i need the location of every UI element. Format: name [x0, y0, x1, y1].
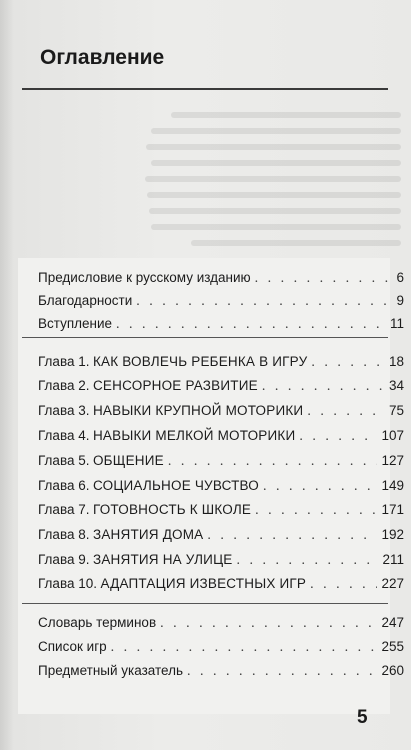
toc-entry-chapter-3[interactable]: [38, 403, 404, 420]
toc-entry-chapter-10[interactable]: [38, 576, 404, 593]
toc-entry-preface[interactable]: [38, 270, 404, 287]
leader-dots: [187, 664, 377, 680]
toc-entry-label: [38, 453, 164, 470]
leader-dots: [136, 294, 392, 310]
chapter-number: Глава 9.: [38, 552, 90, 567]
toc-entry-label: Словарь терминов: [38, 615, 157, 630]
toc-entry-label: [38, 576, 306, 593]
leader-dots: [262, 379, 385, 395]
toc-page-number: 9: [396, 293, 404, 308]
toc-entry-games-list[interactable]: [38, 639, 404, 656]
toc-entry-label: [38, 478, 259, 495]
toc-page-number: 227: [381, 576, 404, 591]
toc-entry-label: [38, 403, 303, 420]
chapter-title: НАВЫКИ КРУПНОЙ МОТОРИКИ: [92, 403, 304, 418]
page-number: 5: [357, 707, 368, 728]
chapter-title: НАВЫКИ МЕЛКОЙ МОТОРИКИ: [92, 428, 296, 443]
toc-entry-label: Благодарности: [38, 293, 133, 308]
toc-entry-label: [38, 552, 232, 569]
chapter-number: Глава 4.: [38, 428, 90, 443]
toc-entry-chapter-9[interactable]: [38, 552, 404, 569]
toc-page-number: 75: [388, 403, 404, 418]
chapter-number: Глава 6.: [38, 478, 90, 493]
page-title: Оглавление: [40, 46, 165, 69]
toc-page-number: 11: [389, 316, 404, 331]
toc-entry-chapter-2[interactable]: [38, 378, 404, 395]
leader-dots: [311, 355, 385, 371]
chapter-title: ГОТОВНОСТЬ К ШКОЛЕ: [92, 502, 252, 517]
toc-entry-glossary[interactable]: [38, 615, 404, 632]
toc-entry-label: [38, 527, 203, 544]
toc-page-number: 211: [382, 552, 404, 567]
leader-dots: [111, 640, 378, 656]
toc-entry-chapter-5[interactable]: [38, 453, 404, 470]
leader-dots: [160, 616, 377, 632]
chapter-title: КАК ВОВЛЕЧЬ РЕБЕНКА В ИГРУ: [92, 354, 308, 369]
toc-entry-label: [38, 378, 258, 395]
toc-page-number: 18: [388, 354, 404, 369]
section-divider: [22, 337, 388, 338]
leader-dots: [207, 528, 377, 544]
toc-page-number: 192: [381, 527, 404, 542]
section-divider: [22, 603, 388, 604]
toc-entry-index[interactable]: [38, 663, 404, 680]
title-rule: [22, 88, 388, 90]
chapter-title: СЕНСОРНОЕ РАЗВИТИЕ: [92, 378, 258, 393]
toc-entry-chapter-6[interactable]: [38, 478, 404, 495]
chapter-title: ЗАНЯТИЯ ДОМА: [92, 527, 204, 542]
leader-dots: [310, 577, 377, 593]
chapter-number: Глава 8.: [38, 527, 90, 542]
leader-dots: [299, 429, 377, 445]
toc-entry-introduction[interactable]: [38, 316, 404, 333]
chapter-number: Глава 10.: [38, 576, 97, 591]
toc-entry-chapter-7[interactable]: [38, 502, 404, 519]
toc-page-number: 171: [381, 502, 404, 517]
chapter-number: Глава 5.: [38, 453, 90, 468]
toc-entry-label: Список игр: [38, 639, 107, 654]
chapter-number: Глава 1.: [38, 354, 90, 369]
toc-entry-label: [38, 502, 251, 519]
chapter-number: Глава 7.: [38, 502, 90, 517]
chapter-title: АДАПТАЦИЯ ИЗВЕСТНЫХ ИГР: [100, 576, 307, 591]
toc-entry-label: Вступление: [38, 316, 113, 331]
toc-page-number: 34: [388, 378, 404, 393]
toc-entry-label: Предметный указатель: [38, 663, 183, 678]
leader-dots: [168, 454, 378, 470]
chapter-title: ЗАНЯТИЯ НА УЛИЦЕ: [92, 552, 233, 567]
leader-dots: [236, 553, 378, 569]
chapter-title: ОБЩЕНИЕ: [92, 453, 164, 468]
leader-dots: [307, 404, 385, 420]
leader-dots: [263, 479, 377, 495]
leader-dots: [255, 271, 393, 287]
toc-page-number: 247: [381, 615, 404, 630]
toc-entry-label: [38, 354, 307, 371]
toc-page-number: 107: [381, 428, 404, 443]
toc-entry-label: Предисловие к русскому изданию: [38, 270, 251, 285]
toc-entry-acknowledgements[interactable]: [38, 293, 404, 310]
chapter-number: Глава 3.: [38, 403, 90, 418]
toc-entry-chapter-4[interactable]: [38, 428, 404, 445]
toc-panel: [18, 258, 404, 714]
chapter-title: СОЦИАЛЬНОЕ ЧУВСТВО: [92, 478, 259, 493]
toc-entry-label: [38, 428, 295, 445]
toc-entry-chapter-1[interactable]: [38, 354, 404, 371]
toc-page-number: 255: [381, 639, 404, 654]
toc-page-number: 149: [381, 478, 404, 493]
chapter-number: Глава 2.: [38, 378, 90, 393]
toc-page-number: 260: [381, 663, 404, 678]
leader-dots: [255, 503, 377, 519]
toc-entry-chapter-8[interactable]: [38, 527, 404, 544]
toc-page-number: 127: [381, 453, 404, 468]
leader-dots: [116, 317, 386, 333]
toc-page-number: 6: [396, 270, 404, 285]
